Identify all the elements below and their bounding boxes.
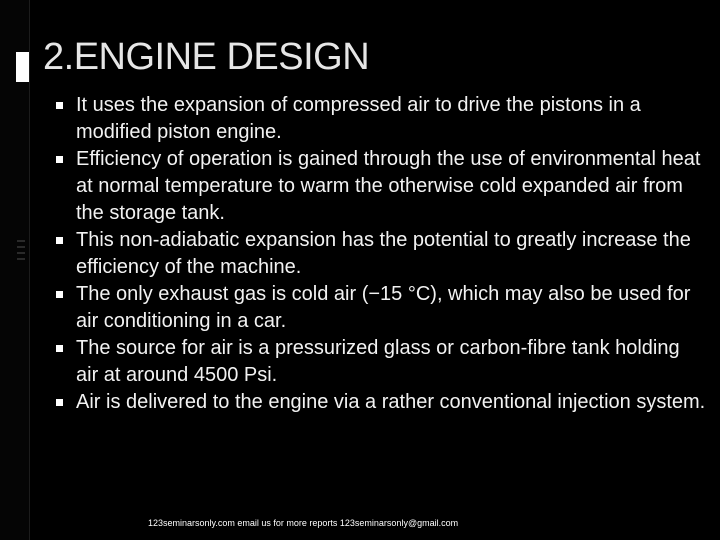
footer-text: 123seminarsonly.com email us for more reports 123seminarsonly@gmail.com	[148, 518, 459, 528]
bullet-item	[56, 335, 706, 389]
bullet-item	[56, 146, 706, 227]
decoration-line	[17, 252, 25, 254]
bullet-text: The source for air is a pressurized glass or carbon-fibre tank holding air at around 4500 Psi.	[76, 337, 680, 386]
square-bullet-icon	[56, 156, 63, 163]
decoration-line	[17, 240, 25, 242]
title-accent-block	[16, 52, 29, 82]
bullet-list	[56, 92, 706, 416]
bullet-item	[56, 227, 706, 281]
slide-title: 2.ENGINE DESIGN	[43, 36, 370, 78]
decoration-line	[17, 246, 25, 248]
square-bullet-icon	[56, 237, 63, 244]
square-bullet-icon	[56, 102, 63, 109]
square-bullet-icon	[56, 345, 63, 352]
bullet-text: Efficiency of operation is gained through the use of environmental heat at normal temperature to warm the otherwise cold expanded air from the storage tank.	[76, 148, 701, 224]
square-bullet-icon	[56, 291, 63, 298]
bullet-text: It uses the expansion of compressed air to drive the pistons in a modified piston engine.	[76, 94, 641, 143]
bullet-text: The only exhaust gas is cold air (−15 °C), which may also be used for air conditioning in a car.	[76, 283, 691, 332]
sidebar-divider	[29, 0, 30, 540]
bullet-item	[56, 92, 706, 146]
bullet-text: This non-adiabatic expansion has the potential to greatly increase the efficiency of the machine.	[76, 229, 691, 278]
square-bullet-icon	[56, 399, 63, 406]
bullet-item	[56, 281, 706, 335]
bullet-text: Air is delivered to the engine via a rather conventional injection system.	[76, 391, 706, 413]
decoration-line	[17, 258, 25, 260]
sidebar-decoration	[17, 240, 25, 280]
bullet-item	[56, 389, 706, 416]
